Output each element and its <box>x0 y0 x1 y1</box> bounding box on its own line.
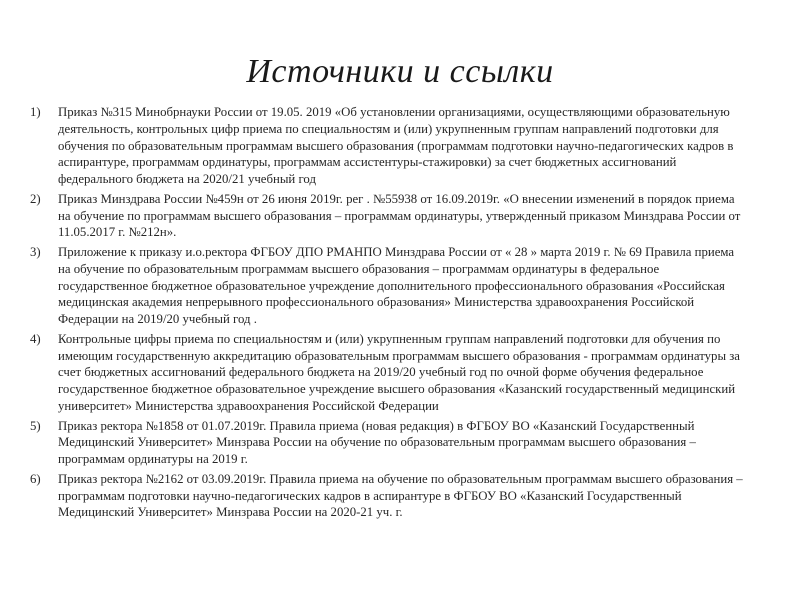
list-item <box>30 418 748 468</box>
slide-title: Источники и ссылки <box>246 53 554 90</box>
list-item <box>30 191 748 241</box>
list-item <box>30 244 748 328</box>
list-item-number: 4) <box>30 331 41 346</box>
list-item <box>30 471 748 521</box>
list-item-text: Приказ Минздрава России №459н от 26 июня 2019г. рег . №55938 от 16.09.2019г. «О внесении изменений в порядок приема на обучение по программам высшего образования – программам ординатуры, утвержденный приказом Минздрава России от 11.05.2017 г. №212н». <box>58 191 741 240</box>
list-item <box>30 104 748 188</box>
list-item-text: Приказ ректора №2162 от 03.09.2019г. Правила приема на обучение по образовательным программам высшего образования – программам подготовки научно-педагогических кадров в аспирантуре в ФГБОУ ВО «Казанский Государственный Медицинский Университет» Минзрава России на 2020-21 уч. г. <box>58 471 743 520</box>
list-item-text: Приказ ректора №1858 от 01.07.2019г. Правила приема (новая редакция) в ФГБОУ ВО «Казанский Государственный Медицинский Университет» Минзрава России на обучение по образовательным программам высшего образования – программам ординатуры на 2019 г. <box>58 418 696 467</box>
list-item-number: 1) <box>30 105 41 120</box>
list-item-number: 3) <box>30 245 41 260</box>
list-item-number: 6) <box>30 471 41 486</box>
source-list <box>0 104 800 521</box>
list-item-text: Приказ №315 Минобрнауки России от 19.05. 2019 «Об установлении организациями, осуществляющими образовательную деятельность, контрольных цифр приема по специальностям и (или) укрупненным группам направлений подготовки для обучения по образовательным программам высшего образования (программам подготовки научно-педагогических кадров в аспирантуре, программам ординатуры, программам ассистентуры-стажировки) за счет бюджетных ассигнований федерального бюджета на 2020/21 учебный год <box>58 105 734 187</box>
list-item-number: 5) <box>30 418 41 433</box>
list-item-text: Контрольные цифры приема по специальностям и (или) укрупненным группам направлений подготовки для обучения по имеющим государственную аккредитацию образовательным программам высшего образования - программам ординатуры за счет бюджетных ассигнований федерального бюджета на 2019/20 учебный год по очной форме обучения федеральное государственное бюджетное образовательное учреждение высшего образования «Казанский государственный медицинский университет» Министерства здравоохранения Российской Федерации <box>58 331 740 413</box>
list-item-text: Приложение к приказу и.о.ректора ФГБОУ ДПО РМАНПО Минздрава России от « 28 » марта 2019 г. № 69 Правила приема на обучение по образовательным программам высшего образования – программам ординатуры в федеральное государственное бюджетное образовательное учреждение дополнительного профессионального образования «Российская медицинская академия непрерывного профессионального образования» Министерства здравоохранения Российской Федерации на 2019/20 учебный год . <box>58 245 735 327</box>
list-item <box>30 331 748 415</box>
list-item-number: 2) <box>30 191 41 206</box>
